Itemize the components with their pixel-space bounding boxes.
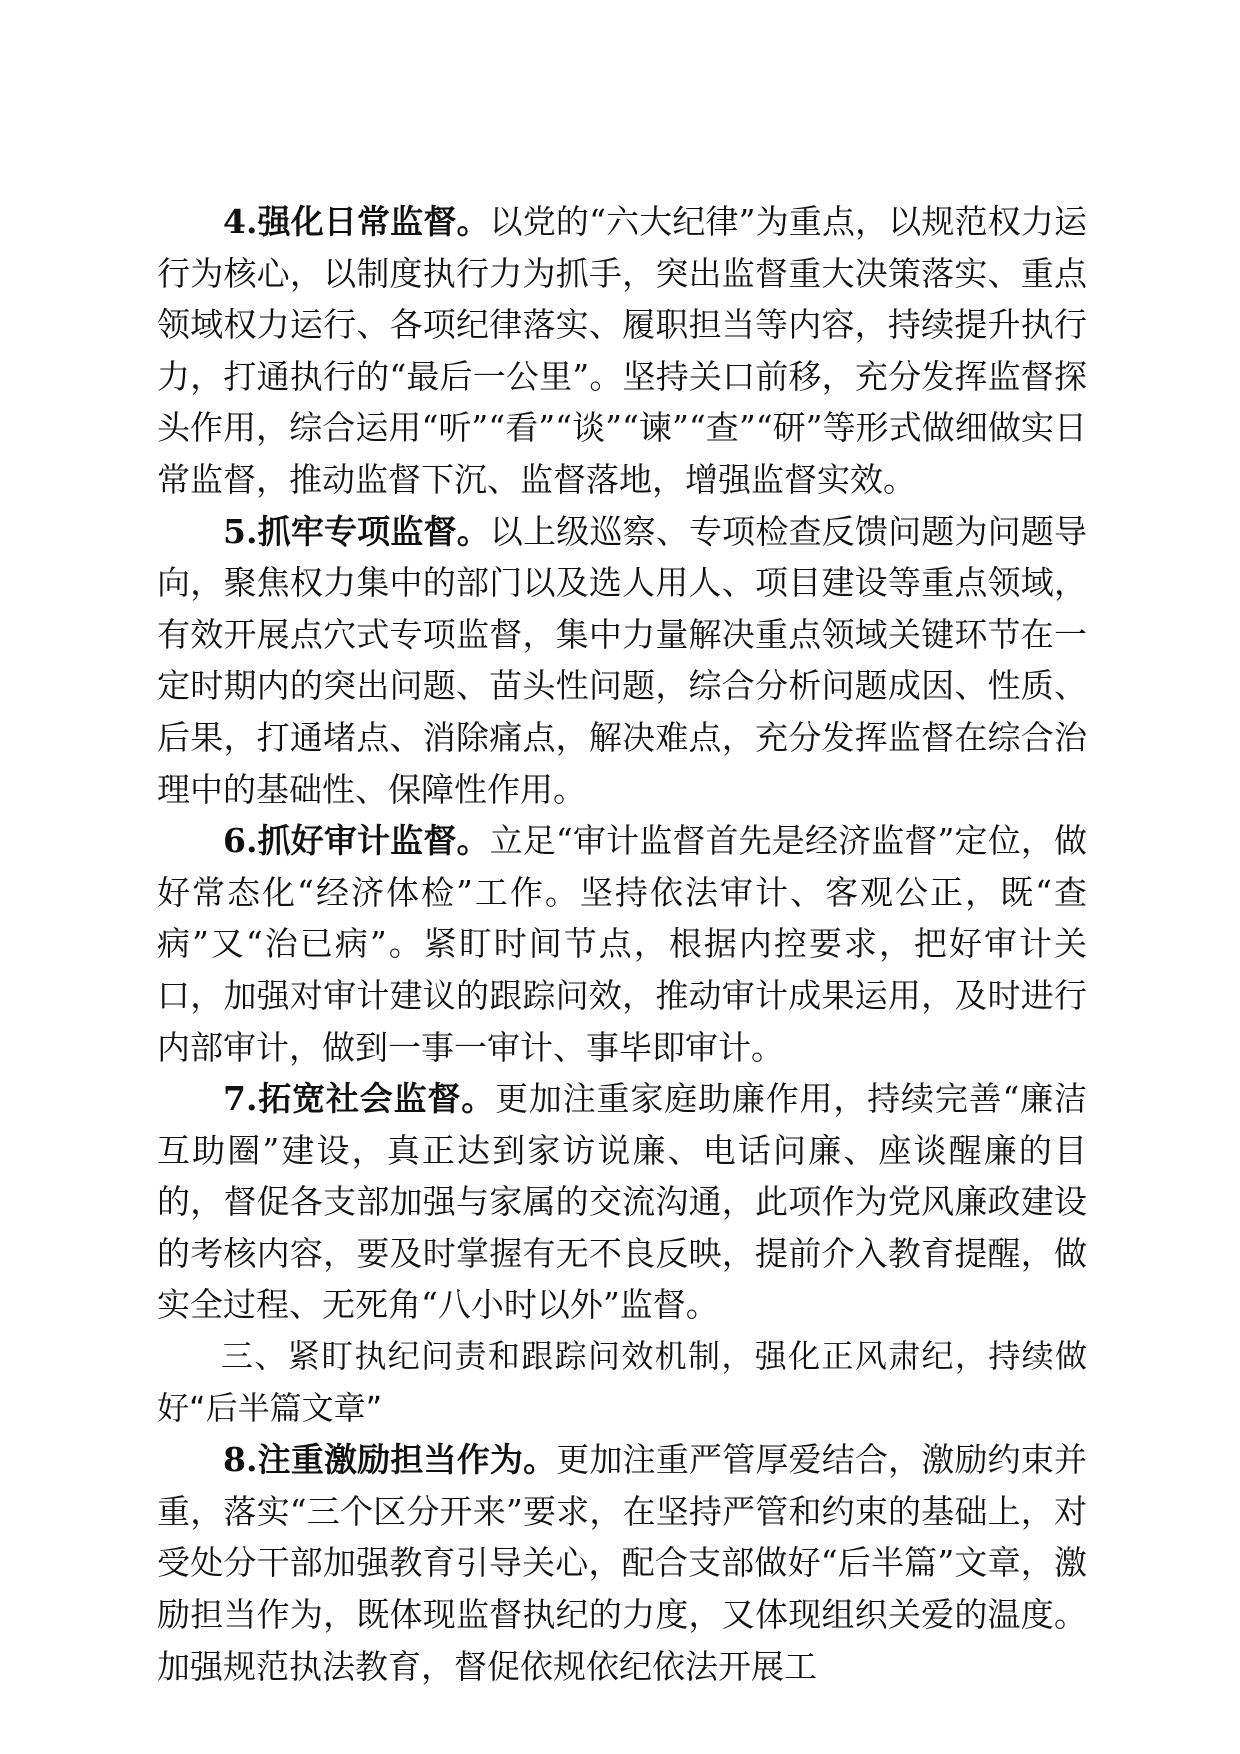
- paragraph-lead: 6.抓好审计监督。: [223, 821, 490, 861]
- paragraph-text: 更加注重家庭助廉作用，持续完善“廉洁互助圈”建设，真正达到家访说廉、电话问廉、座谈醒廉的目的，督促各支部加强与家属的交流沟通，此项作为党风廉政建设的考核内容，要及时掌握有无不良反映，提前介入教育提醒，做实全过程、无死角“八小时以外”监督。: [157, 1079, 1088, 1325]
- paragraph-special-supervision: [157, 506, 1087, 816]
- paragraph-lead: 5.抓牢专项监督。: [223, 511, 490, 551]
- paragraph-text: 以上级巡察、专项检查反馈问题为问题导向，聚焦权力集中的部门以及选人用人、项目建设等重点领域，有效开展点穴式专项监督，集中力量解决重点领域关键环节在一定时期内的突出问题、苗头性问题，综合分析问题成因、性质、后果，打通堵点、消除痛点，解决难点，充分发挥监督在综合治理中的基础性、保障性作用。: [157, 511, 1087, 809]
- paragraph-text: 以党的“六大纪律”为重点，以规范权力运行为核心，以制度执行力为抓手，突出监督重大决策落实、重点领域权力运行、各项纪律落实、履职担当等内容，持续提升执行力，打通执行的“最后一公里”。坚持关口前移，充分发挥监督探头作用，综合运用“听”“看”“谈”“谏”“查”“研”等形式做细做实日常监督，推动监督下沉、监督落地，增强监督实效。: [157, 202, 1087, 499]
- paragraph-lead: 8.注重激励担当作为。: [223, 1440, 557, 1480]
- section-heading: 三、紧盯执纪问责和跟踪问效机制，强化正风肃纪，持续做好“后半篇文章”: [157, 1337, 1087, 1427]
- document-body: [157, 196, 1087, 1692]
- paragraph-lead: 7.拓宽社会监督。: [223, 1079, 496, 1119]
- paragraph-text: 立足“审计监督首先是经济监督”定位，做好常态化“经济体检”工作。坚持依法审计、客观公正，既“查病”又“治已病”。紧盯时间节点，根据内控要求，把好审计关口，加强对审计建议的跟踪问效，推动审计成果运用，及时进行内部审计，做到一事一审计、事毕即审计。: [157, 821, 1087, 1067]
- paragraph-lead: 4.强化日常监督。: [223, 202, 490, 241]
- paragraph-audit-supervision: [157, 815, 1087, 1073]
- paragraph-social-supervision: [157, 1073, 1087, 1331]
- paragraph-text: 更加注重严管厚爱结合，激励约束并重，落实“三个区分开来”要求，在坚持严管和约束的基础上，对受处分干部加强教育引导关心，配合支部做好“后半篇”文章，激励担当作为，既体现监督执纪的力度，又体现组织关爱的温度。加强规范执法教育，督促依规依纪依法开展工: [157, 1440, 1088, 1686]
- paragraph-daily-supervision: [157, 196, 1087, 506]
- paragraph-incentive: [157, 1434, 1087, 1692]
